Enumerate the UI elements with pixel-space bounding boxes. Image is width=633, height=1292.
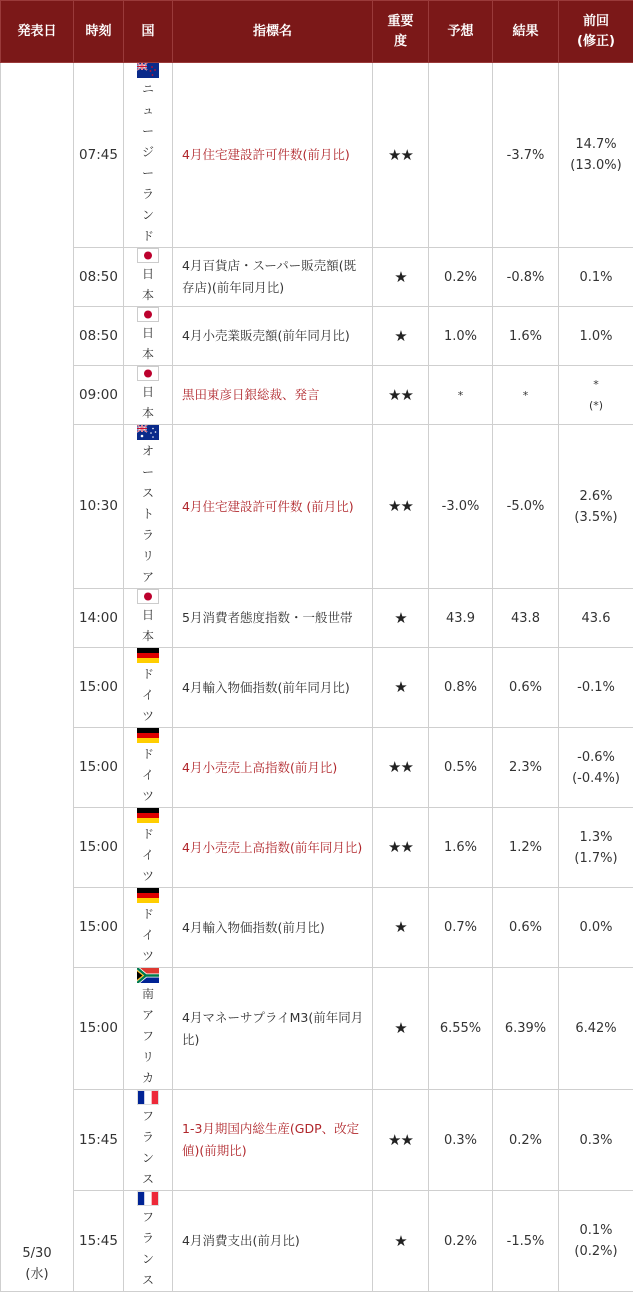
time-cell: 14:00 [74,589,124,648]
importance-stars: ★★ [373,808,429,888]
forecast-value: 43.9 [429,589,493,648]
country-name: ドイツ [137,744,159,807]
forecast-value: 0.5% [429,728,493,808]
country-cell [124,1191,173,1292]
header-importance [373,1,429,63]
country-name: 日本 [137,605,159,647]
time-cell: 15:00 [74,968,124,1090]
result-value: -0.8% [493,248,559,307]
indicator-name: 4月マネーサプライM3(前年同月比) [173,968,373,1090]
previous-cell [559,888,633,968]
country-name: オーストラリア [137,441,159,588]
previous-cell [559,248,633,307]
result-value: 0.6% [493,888,559,968]
revised-value: (3.5%) [559,507,633,528]
germany-flag-icon [137,648,159,663]
country-cell [124,589,173,648]
country-cell [124,808,173,888]
header-indicator: 指標名 [173,1,373,63]
table-row [1,1090,633,1191]
japan-flag-icon [137,589,159,604]
indicator-name: 4月消費支出(前月比) [173,1191,373,1292]
table-row [1,1191,633,1292]
country-cell [124,888,173,968]
header-date: 発表日 [1,1,74,63]
country-cell [124,1090,173,1191]
table-row [1,366,633,425]
table-row [1,248,633,307]
time-cell: 15:00 [74,888,124,968]
previous-value: -0.1% [559,677,633,698]
forecast-value: 6.55% [429,968,493,1090]
forecast-value: 1.6% [429,808,493,888]
importance-stars: ★ [373,589,429,648]
country-cell [124,366,173,425]
previous-value: 0.1% [559,267,633,288]
header-importance-line2: 度 [373,32,428,52]
country-name: ニュージーランド [137,79,159,247]
table-header-row [1,1,633,63]
japan-flag-icon [137,366,159,381]
importance-stars: ★★ [373,63,429,248]
revised-value: (-0.4%) [559,768,633,789]
country-cell [124,248,173,307]
revised-value: (1.7%) [559,848,633,869]
importance-stars: ★ [373,968,429,1090]
indicator-name: 5月消費者態度指数・一般世帯 [173,589,373,648]
result-value: 0.6% [493,648,559,728]
header-time: 時刻 [74,1,124,63]
header-country: 国 [124,1,173,63]
previous-cell [559,648,633,728]
time-cell: 10:30 [74,425,124,589]
previous-value: 1.3% [559,827,633,848]
indicator-name: 4月輸入物価指数(前月比) [173,888,373,968]
importance-stars: ★ [373,248,429,307]
importance-stars: ★★ [373,425,429,589]
header-previous-line1: 前回 [559,12,633,32]
table-row [1,63,633,248]
germany-flag-icon [137,888,159,903]
time-cell: 07:45 [74,63,124,248]
previous-value: 6.42% [559,1018,633,1039]
time-cell: 08:50 [74,307,124,366]
time-cell: 08:50 [74,248,124,307]
previous-value: 1.0% [559,326,633,347]
previous-value: 2.6% [559,486,633,507]
result-value: 2.3% [493,728,559,808]
importance-stars: ★ [373,1191,429,1292]
table-row [1,808,633,888]
result-value: 1.6% [493,307,559,366]
table-row [1,888,633,968]
country-cell [124,63,173,248]
previous-value: * [559,374,633,395]
forecast-value [429,63,493,248]
forecast-value: 0.3% [429,1090,493,1191]
indicator-name: 黒田東彦日銀総裁、発言 [173,366,373,425]
country-cell [124,425,173,589]
previous-cell [559,808,633,888]
table-row [1,589,633,648]
country-name: 南アフリカ [137,984,159,1089]
result-value: 0.2% [493,1090,559,1191]
table-row [1,425,633,589]
country-name: フランス [137,1106,159,1190]
country-name: フランス [137,1207,159,1291]
result-value: 1.2% [493,808,559,888]
previous-value: 0.3% [559,1130,633,1151]
result-value: 6.39% [493,968,559,1090]
time-cell: 09:00 [74,366,124,425]
country-cell [124,968,173,1090]
time-cell: 15:45 [74,1090,124,1191]
previous-cell [559,1090,633,1191]
time-cell: 15:00 [74,728,124,808]
country-name: 日本 [137,382,159,424]
previous-value: 0.0% [559,917,633,938]
previous-cell [559,425,633,589]
france-flag-icon [137,1090,159,1105]
release-weekday: (水) [1,1264,73,1285]
japan-flag-icon [137,248,159,263]
importance-stars: ★★ [373,1090,429,1191]
header-previous-line2: (修正) [559,32,633,52]
forecast-value: * [429,366,493,425]
indicator-name: 4月輸入物価指数(前年同月比) [173,648,373,728]
country-cell [124,648,173,728]
indicator-name: 4月小売売上高指数(前月比) [173,728,373,808]
importance-stars: ★★ [373,728,429,808]
country-cell [124,307,173,366]
previous-cell [559,63,633,248]
time-cell: 15:00 [74,648,124,728]
germany-flag-icon [137,808,159,823]
country-cell [124,728,173,808]
result-value: -5.0% [493,425,559,589]
header-result: 結果 [493,1,559,63]
previous-cell [559,589,633,648]
forecast-value: 1.0% [429,307,493,366]
previous-cell [559,366,633,425]
previous-cell [559,307,633,366]
header-previous [559,1,633,63]
importance-stars: ★ [373,307,429,366]
forecast-value: 0.2% [429,248,493,307]
previous-value: 0.1% [559,1220,633,1241]
previous-value: 43.6 [559,608,633,629]
release-date: 5/30 [1,1243,73,1264]
time-cell: 15:45 [74,1191,124,1292]
france-flag-icon [137,1191,159,1206]
indicator-name: 4月住宅建設許可件数(前月比) [173,63,373,248]
country-name: 日本 [137,323,159,365]
previous-value: -0.6% [559,747,633,768]
importance-stars: ★ [373,888,429,968]
forecast-value: 0.8% [429,648,493,728]
importance-stars: ★★ [373,366,429,425]
country-name: ドイツ [137,904,159,967]
result-value: 43.8 [493,589,559,648]
country-name: ドイツ [137,824,159,887]
south-africa-flag-icon [137,968,159,983]
previous-cell [559,1191,633,1292]
forecast-value: -3.0% [429,425,493,589]
indicator-name: 4月百貨店・スーパー販売額(既存店)(前年同月比) [173,248,373,307]
header-importance-line1: 重要 [373,12,428,32]
previous-cell [559,968,633,1090]
date-cell [1,63,74,1292]
result-value: -1.5% [493,1191,559,1292]
table-row [1,648,633,728]
revised-value: (0.2%) [559,1241,633,1262]
previous-value: 14.7% [559,134,633,155]
germany-flag-icon [137,728,159,743]
result-value: * [493,366,559,425]
header-forecast: 予想 [429,1,493,63]
previous-cell [559,728,633,808]
indicator-name: 4月住宅建設許可件数 (前月比) [173,425,373,589]
table-row [1,307,633,366]
revised-value: (13.0%) [559,155,633,176]
result-value: -3.7% [493,63,559,248]
revised-value: (*) [559,395,633,416]
indicator-name: 4月小売業販売額(前年同月比) [173,307,373,366]
country-name: 日本 [137,264,159,306]
country-name: ドイツ [137,664,159,727]
indicator-name: 1-3月期国内総生産(GDP、改定値)(前期比) [173,1090,373,1191]
forecast-value: 0.2% [429,1191,493,1292]
time-cell: 15:00 [74,808,124,888]
indicator-name: 4月小売売上高指数(前年同月比) [173,808,373,888]
table-row [1,968,633,1090]
japan-flag-icon [137,307,159,322]
nz-flag-icon [137,63,159,78]
forecast-value: 0.7% [429,888,493,968]
table-row [1,728,633,808]
importance-stars: ★ [373,648,429,728]
australia-flag-icon [137,425,159,440]
